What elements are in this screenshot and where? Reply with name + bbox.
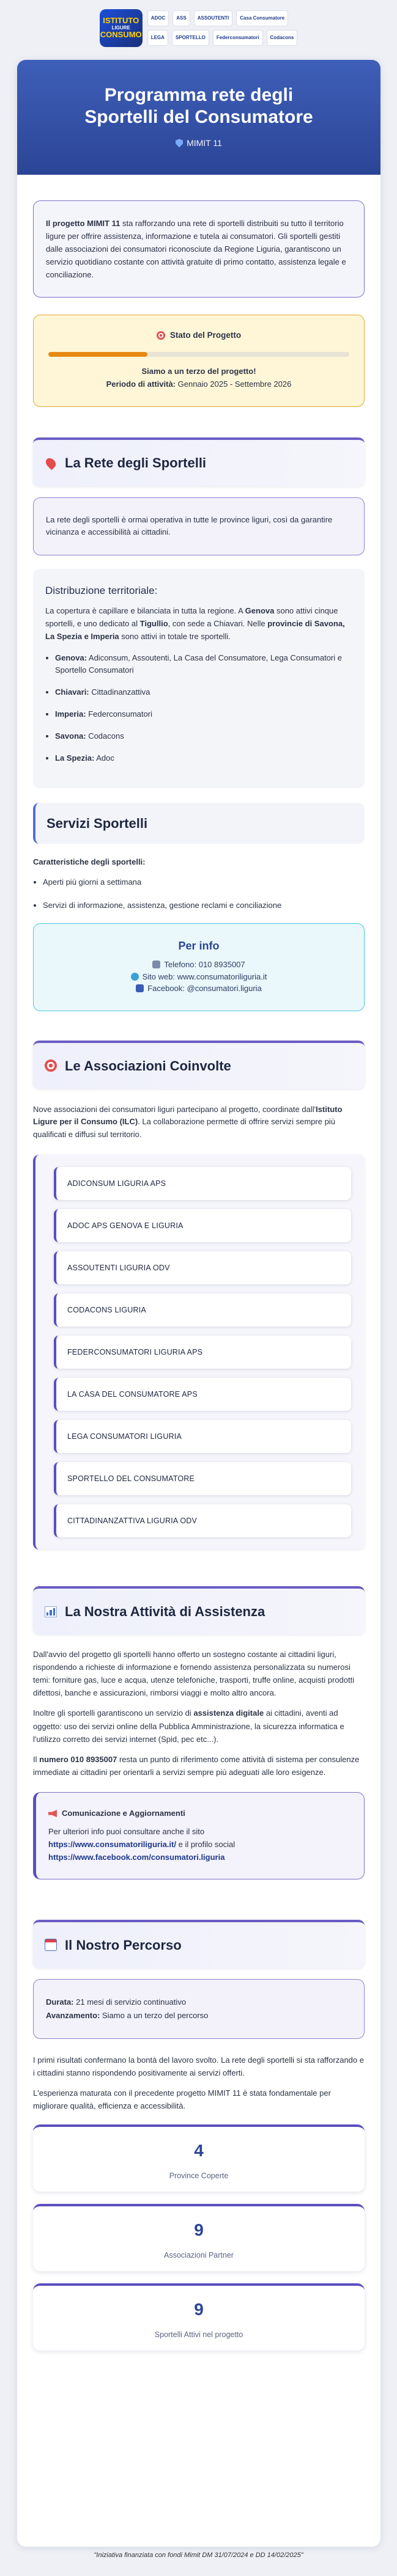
percorso-paragraph: L'esperienza maturata con il precedente progetto MIMIT 11 è stata fondamentale per migliorare qualità, efficienza e accessibilità.	[33, 2088, 331, 2111]
durata-box: Durata: 21 mesi di servizio continuativo Avanzamento: Siamo a un terzo del percorso	[33, 1979, 365, 2039]
main-card	[17, 60, 380, 2547]
hero-banner	[17, 60, 380, 175]
list-item: • Chiavari: Cittadinanzattiva	[55, 686, 352, 698]
status-title: Stato del Progetto	[48, 329, 349, 342]
list-item: ASSOUTENTI LIGURIA ODV	[54, 1251, 351, 1284]
list-item: • Savona: Codacons	[55, 730, 352, 742]
status-period: Periodo di attività: Gennaio 2025 - Settembre 2026	[106, 379, 292, 389]
ilc-logo[interactable]: ISTITUTO LIGURE CONSUMO	[100, 9, 143, 47]
facebook-link[interactable]: Facebook: @consumatori.liguria	[46, 982, 352, 995]
bar-chart-icon	[44, 1605, 58, 1619]
coverage-box	[33, 569, 365, 788]
partner-logo: ASS	[173, 10, 190, 26]
list-item: • Servizi di informazione, assistenza, gestione reclami e conciliazione	[43, 899, 365, 912]
website-link[interactable]: Sito web: www.consumatoriliguria.it	[46, 971, 352, 983]
partner-logo: SPORTELLO	[172, 30, 209, 46]
calendar-icon	[44, 1938, 58, 1952]
list-item: • Imperia: Federconsumatori	[55, 708, 352, 720]
list-item: FEDERCONSUMATORI LIGURIA APS	[54, 1336, 351, 1369]
partner-logos	[0, 0, 397, 56]
info-box	[33, 923, 365, 1011]
partner-logo: Federconsumatori	[213, 30, 263, 46]
partner-logo: Casa Consumatore	[236, 10, 288, 26]
list-item: • Genova: Adiconsum, Assoutenti, La Casa del Consumatore, Lega Consumatori e Sportello Consumatori	[55, 652, 352, 676]
page-title: Programma rete degli Sportelli del Consumatore	[84, 85, 313, 127]
coverage-text: La copertura è capillare e bilanciata in tutta la regione. A Genova sono attivi cinque sportelli, e uno dedicato al Tigullio, con sede a Chiavari. Nelle provincie di Savona, La Spezia e Imperia sono attivi in totale tre sportelli.	[45, 606, 345, 641]
list-item: • La Spezia: Adoc	[55, 752, 352, 764]
section-rete-heading: La Rete degli Sportelli	[33, 437, 365, 486]
website-link[interactable]: https://www.consumatoriliguria.it/	[48, 1840, 176, 1850]
globe-icon	[131, 973, 139, 981]
progress-fill	[48, 352, 147, 357]
target-icon	[44, 1059, 58, 1072]
pin-icon	[44, 456, 58, 470]
attivita-paragraph: Dall'avvio del progetto gli sportelli hanno offerto un sostegno costante ai cittadini liguri, rispondendo a richieste di informazione e fornendo assistenza personalizzata su numerosi temi: forniture gas, luce e acqua, utenze telefoniche, trasporti, truffe online, acquisti prodotti difettosi, banche e assicurazioni, rimborsi viaggi e molto altro ancora.	[33, 1650, 355, 1698]
section-attivita-heading: La Nostra Attività di Assistenza	[33, 1586, 365, 1634]
section-percorso-heading: Il Nostro Percorso	[33, 1920, 365, 1968]
associazioni-intro: Nove associazioni dei consumatori liguri partecipano al progetto, coordinate dall'Istituto Ligure per il Consumo (ILC). La collaborazione permette di offrire servizi sempre più qualificati e diffusi sul territorio.	[33, 1104, 343, 1140]
attivita-paragraph: Inoltre gli sportelli garantiscono un servizio di assistenza digitale ai cittadini, aventi ad oggetto: uso dei servizi online della Pubblica Amministrazione, la sicurezza informatica e l'utilizzo corretto dei servizi internet (Spid, pec etc...).	[33, 1708, 344, 1744]
shield-icon	[176, 139, 183, 147]
list-item: CITTADINANZATTIVA LIGURIA ODV	[54, 1504, 351, 1537]
hero-subtitle: MIMIT 11	[176, 136, 222, 150]
list-item: SPORTELLO DEL CONSUMATORE	[54, 1462, 351, 1495]
info-title: Per info	[178, 940, 220, 953]
comunicazione-title: Comunicazione e Aggiornamenti	[48, 1807, 352, 1820]
status-message: Siamo a un terzo del progetto!	[141, 366, 256, 376]
coverage-list	[45, 652, 352, 765]
phone-icon	[152, 961, 160, 968]
partner-logo: Codacons	[267, 30, 298, 46]
coverage-title: Distribuzione territoriale:	[45, 585, 158, 597]
intro-box: Il progetto MIMIT 11 sta rafforzando una rete di sportelli distribuiti su tutto il territorio ligure per offrire assistenza, informazione e tutela ai consumatori. Gli sportelli gestiti dalle associazioni dei consumatori riconosciute da Regione Liguria, garantiscono un servizio quotidiano costante con attività gratuite di primo contatto, assistenza legale e conciliazione.	[33, 200, 365, 298]
section-associazioni-heading: Le Associazioni Coinvolte	[33, 1041, 365, 1089]
associazioni-list	[33, 1155, 365, 1550]
percorso-paragraph: I primi risultati confermano la bontà del lavoro svolto. La rete degli sportelli si sta rafforzando e i cittadini stanno rispondendo positivamente ai servizi offerti.	[33, 2055, 364, 2078]
rete-box: La rete degli sportelli è ormai operativa in tutte le province liguri, così da garantire vicinanza e accessibilità ai cittadini.	[33, 497, 365, 556]
servizi-list	[33, 876, 365, 913]
stat-card: 4 Province Coperte	[33, 2124, 365, 2192]
footer-note: "Iniziativa finanziata con fondi Mimit DM 31/07/2024 e DD 14/02/2025"	[94, 2552, 303, 2559]
facebook-icon	[136, 984, 144, 992]
list-item: CODACONS LIGURIA	[54, 1293, 351, 1326]
partner-logo: ASSOUTENTI	[194, 10, 233, 26]
phone-info[interactable]: Telefono: 010 8935007	[46, 959, 352, 971]
partner-logo: ADOC	[147, 10, 169, 26]
partner-logo: LEGA	[147, 30, 168, 46]
attivita-paragraph: Il numero 010 8935007 resta un punto di riferimento come attività di sistema per consulenze immediate ai cittadini per orientarli a servizi sempre più adeguati alle loro esigenze.	[33, 1754, 360, 1777]
list-item: • Aperti più giorni a settimana	[43, 876, 365, 889]
list-item: LA CASA DEL CONSUMATORE APS	[54, 1378, 351, 1411]
comunicazione-box: Comunicazione e Aggiornamenti Per ulteriori info puoi consultare anche il sito https://www.consumatoriliguria.it/ e il profilo social https://www.facebook.com/consumatori.liguria	[33, 1792, 365, 1879]
megaphone-icon	[48, 1810, 57, 1817]
section-servizi-heading: Servizi Sportelli	[33, 803, 365, 844]
project-status-box	[33, 315, 365, 407]
stat-card: 9 Associazioni Partner	[33, 2204, 365, 2271]
progress-bar	[48, 352, 349, 357]
list-item: ADOC APS GENOVA E LIGURIA	[54, 1209, 351, 1242]
list-item: LEGA CONSUMATORI LIGURIA	[54, 1420, 351, 1453]
facebook-link[interactable]: https://www.facebook.com/consumatori.liguria	[48, 1853, 225, 1862]
stat-card: 9 Sportelli Attivi nel progetto	[33, 2283, 365, 2351]
servizi-label: Caratteristiche degli sportelli:	[33, 857, 146, 866]
target-icon	[157, 331, 165, 340]
list-item: ADICONSUM LIGURIA APS	[54, 1167, 351, 1200]
